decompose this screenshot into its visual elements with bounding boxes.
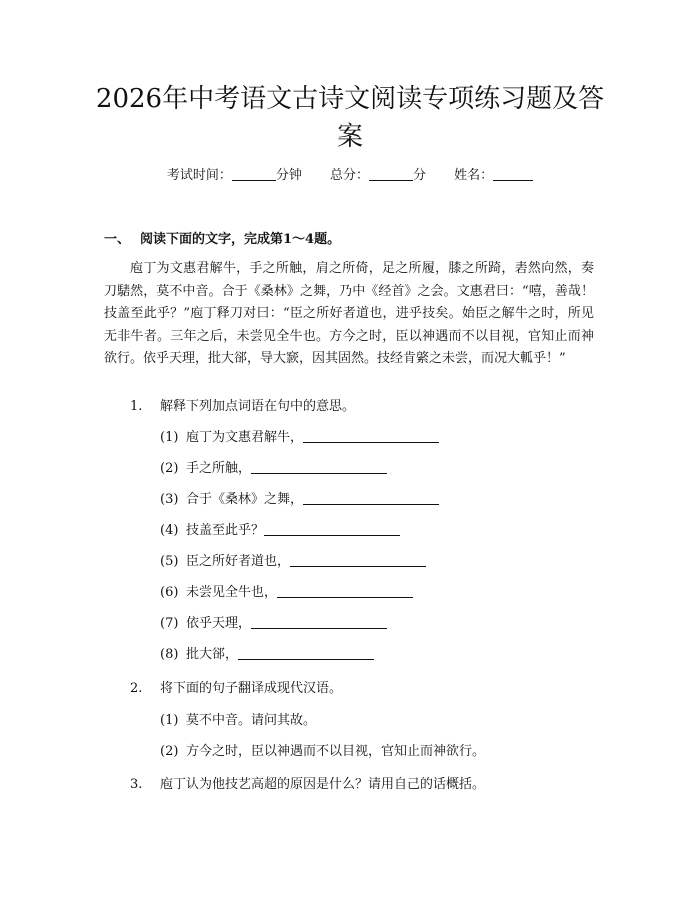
reading-passage: 庖丁为文惠君解牛，手之所触，肩之所倚，足之所履，膝之所踦，砉然向然，奏刀騞然，莫不中音。合于《桑林》之舞，乃中《经首》之会。文惠君曰：“嘻，善哉！技盖至此乎？”庖丁释刀对曰：“臣之所好者道也，进乎技矣。始臣之解牛之时，所见无非牛者。三年之后，未尝见全牛也。方今之时，臣以神遇而不以目视，官知止而神欲行。依乎天理，批大郤，导大窾，因其固然。技经肯綮之未尝，而况大軱乎！” [104,261,594,366]
item-text: 臣之所好者道也， [186,554,291,569]
question-2-item [160,711,316,731]
question-2-item [160,742,485,762]
section-number: 一、 [104,232,131,247]
question-3 [130,775,485,795]
item-text: 手之所触， [186,461,252,476]
total-score-field [330,168,430,183]
question-1-item [160,552,426,572]
student-name-blank[interactable] [493,166,533,181]
question-1-item [160,490,439,510]
total-score-unit: 分 [413,168,427,183]
answer-blank[interactable] [303,428,439,443]
total-score-blank[interactable] [369,166,413,181]
item-number: (7) [160,616,179,631]
item-number: (5) [160,554,179,569]
item-text: 未尝见全牛也， [186,585,278,600]
item-text: 依乎天理， [186,616,252,631]
question-1 [130,397,355,417]
question-number: 3. [130,777,143,792]
question-1-item [160,428,439,448]
total-score-label: 总分： [329,168,369,183]
question-1-item [160,521,400,541]
section-heading [104,230,340,250]
question-2 [130,679,342,699]
item-number: (2) [160,461,179,476]
item-number: (3) [160,492,179,507]
question-1-item [160,459,387,479]
answer-blank[interactable] [277,583,413,598]
question-text: 解释下列加点词语在句中的意思。 [160,399,356,414]
item-number: (6) [160,585,179,600]
answer-blank[interactable] [303,490,439,505]
question-number: 2. [130,681,143,696]
exam-time-blank[interactable] [232,166,276,181]
item-text: 庖丁为文惠君解牛， [186,430,304,445]
item-number: (1) [160,713,179,728]
answer-blank[interactable] [238,645,374,660]
item-text: 莫不中音。请问其故。 [186,713,317,728]
item-number: (4) [160,523,179,538]
question-1-item [160,645,374,665]
question-text: 庖丁认为他技艺高超的原因是什么？请用自己的话概括。 [160,777,486,792]
item-text: 技盖至此乎？ [186,523,265,538]
item-number: (8) [160,647,179,662]
exam-time-field [167,168,306,183]
question-1-item [160,583,413,603]
question-number: 1. [130,399,143,414]
question-1-item [160,614,387,634]
question-text: 将下面的句子翻译成现代汉语。 [160,681,343,696]
student-name-label: 姓名： [454,168,494,183]
item-text: 合于《桑林》之舞， [186,492,304,507]
student-name-field [454,168,533,183]
item-number: (2) [160,744,179,759]
exam-info [0,166,700,186]
item-text: 方今之时，臣以神遇而不以目视，官知止而神欲行。 [186,744,486,759]
answer-blank[interactable] [264,521,400,536]
page-title: 2026年中考语文古诗文阅读专项练习题及答案 [95,84,605,152]
answer-blank[interactable] [290,552,426,567]
exam-time-label: 考试时间： [166,168,232,183]
exam-time-unit: 分钟 [275,168,302,183]
answer-blank[interactable] [251,614,387,629]
item-number: (1) [160,430,179,445]
item-text: 批大郤， [186,647,239,662]
answer-blank[interactable] [251,459,387,474]
section-heading-text: 阅读下面的文字，完成第1～4题。 [140,232,341,247]
